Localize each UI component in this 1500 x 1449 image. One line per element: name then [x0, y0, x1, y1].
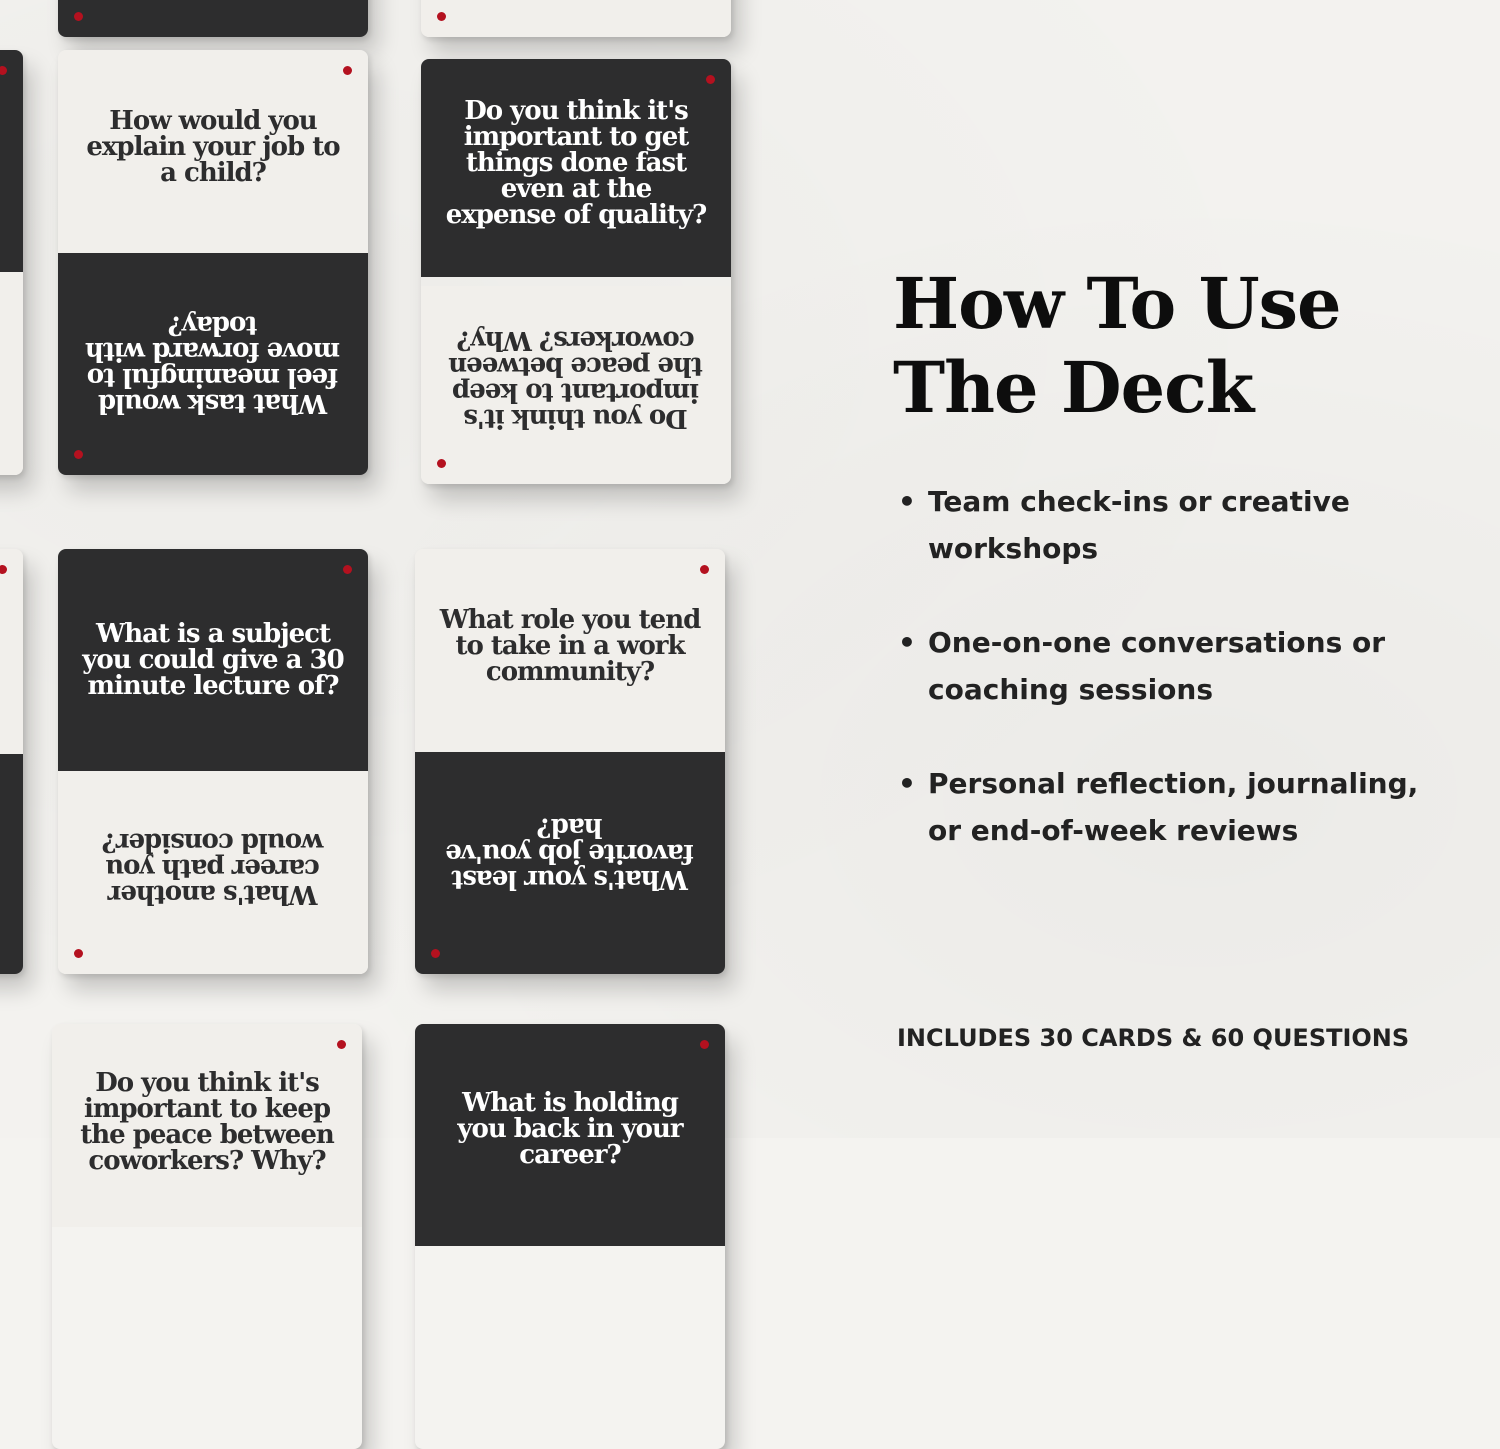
- accent-dot: [74, 450, 83, 459]
- question-card: [421, 0, 731, 37]
- question-card: [415, 549, 725, 974]
- card-question-inverted: What's another career path you would consider?: [102, 826, 324, 909]
- card-question-inverted: What's your least favorite job you've had?: [446, 812, 694, 894]
- accent-dot: [437, 12, 446, 21]
- card-question: Do you think it's important to get things done fast even at the expense of quality?: [445, 96, 707, 230]
- question-card: [415, 1024, 725, 1449]
- question-card: [58, 549, 368, 974]
- list-item: • Personal reflection, journaling, or end-of-week reviews: [898, 760, 1458, 854]
- question-card: [58, 0, 368, 37]
- list-item: • Team check-ins or creative workshops: [898, 478, 1458, 572]
- card-question-inverted: What task would feel meaningful to move forward with today?: [85, 310, 341, 418]
- accent-dot: [74, 949, 83, 958]
- title-line: The Deck: [893, 346, 1254, 429]
- accent-dot: [337, 1040, 346, 1049]
- accent-dot: [343, 66, 352, 75]
- page-title: [893, 262, 1453, 430]
- accent-dot: [706, 75, 715, 84]
- accent-dot: [700, 1040, 709, 1049]
- card-question: What is holding you back in your career?: [457, 1088, 683, 1170]
- accent-dot: [431, 949, 440, 958]
- accent-dot: [437, 459, 446, 468]
- question-card: [0, 50, 23, 475]
- accent-dot: [700, 565, 709, 574]
- card-question-inverted: Do you think it's important to keep the peace between coworkers? Why?: [449, 325, 703, 433]
- accent-dot: [343, 565, 352, 574]
- question-card: [58, 50, 368, 475]
- question-card: [0, 549, 23, 974]
- accent-dot: [74, 12, 83, 21]
- card-question: What is a subject you could give a 30 minute lecture of?: [82, 619, 344, 701]
- title-line: How To Use: [893, 262, 1341, 345]
- question-card: [421, 59, 731, 484]
- card-question: What role you tend to take in a work community?: [439, 604, 701, 687]
- use-cases-list: [898, 478, 1458, 901]
- includes-caption: INCLUDES 30 CARDS & 60 QUESTIONS: [897, 1024, 1410, 1052]
- list-item: • One-on-one conversations or coaching sessions: [898, 619, 1458, 713]
- card-question: Do you think it's important to keep the peace between coworkers? Why?: [80, 1068, 334, 1176]
- question-card: [52, 1024, 362, 1449]
- card-question: How would you explain your job to a child?: [86, 105, 340, 188]
